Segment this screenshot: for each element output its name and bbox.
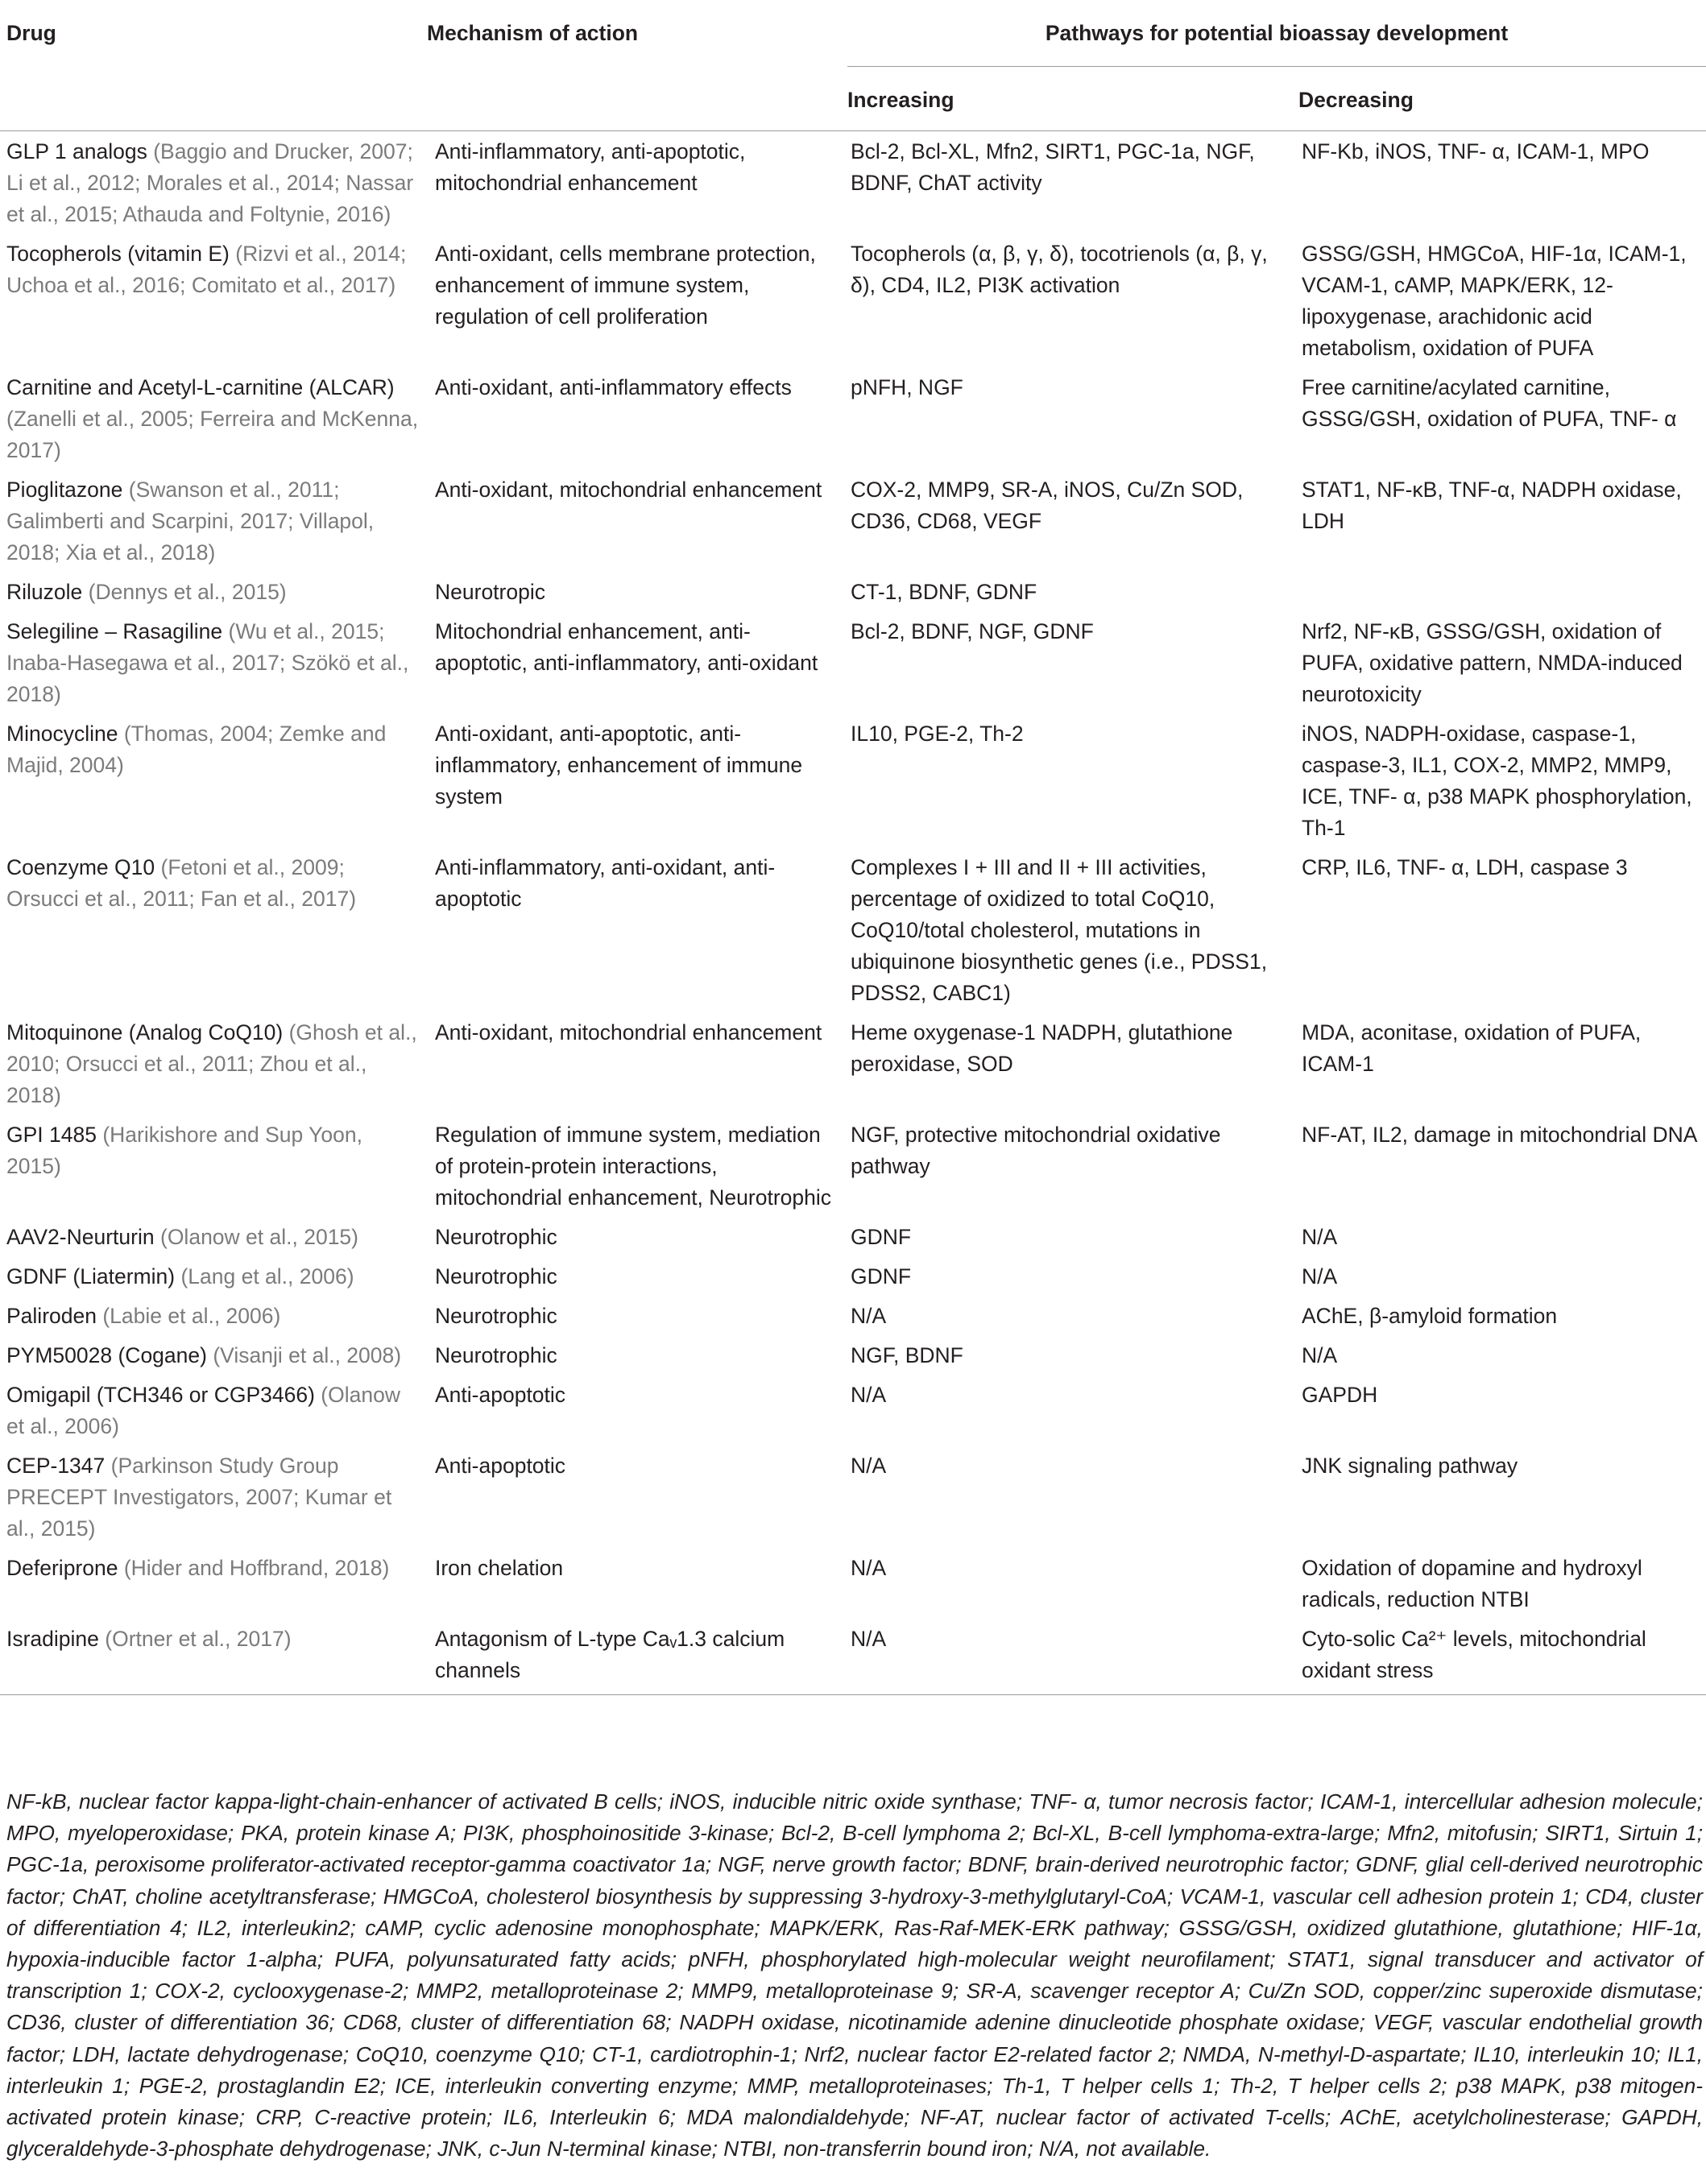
drug-references: (Swanson et al., 2011; Galimberti and Scarpini, 2017; Villapol, 2018; Xia et al., 2018)	[6, 477, 375, 565]
drug-references: (Dennys et al., 2015)	[88, 579, 287, 604]
drug-cell	[0, 572, 427, 611]
mechanism-cell: Regulation of immune system, mediation of protein-protein interactions, mitochondrial enhancement, Neurotrophic	[435, 1122, 831, 1210]
decreasing-cell: STAT1, NF-κB, TNF-α, NADPH oxidase, LDH	[1302, 477, 1682, 533]
decreasing-cell: N/A	[1302, 1264, 1338, 1288]
mechanism-cell: Neurotrophic	[435, 1342, 557, 1367]
mechanism-cell: Anti-oxidant, cells membrane protection, enhancement of immune system, regulation of cell proliferation	[435, 241, 816, 329]
drug-cell	[0, 1375, 427, 1446]
drug-cell	[0, 1296, 427, 1335]
mechanism-cell: Mitochondrial enhancement, anti-apoptotic, anti-inflammatory, anti-oxidant	[435, 618, 818, 675]
header-mechanism: Mechanism of action	[427, 21, 639, 45]
drug-name: Riluzole	[6, 579, 83, 604]
table-row	[0, 469, 1706, 572]
drug-name: Tocopherols (vitamin E)	[6, 241, 230, 266]
decreasing-cell: GSSG/GSH, HMGCoA, HIF-1α, ICAM-1, VCAM-1, cAMP, MAPK/ERK, 12-lipoxygenase, arachidonic acid metabolism, oxidation of PUFA	[1302, 241, 1687, 360]
table-row	[0, 1012, 1706, 1115]
table-row	[0, 1375, 1706, 1446]
drug-references: (Ortner et al., 2017)	[105, 1626, 292, 1651]
decreasing-cell: MDA, aconitase, oxidation of PUFA, ICAM-1	[1302, 1020, 1642, 1076]
drug-references: (Labie et al., 2006)	[102, 1303, 281, 1328]
decreasing-cell: Cyto-solic Ca²⁺ levels, mitochondrial oxidant stress	[1298, 1619, 1706, 1695]
drug-references: (Olanow et al., 2015)	[160, 1224, 358, 1249]
increasing-cell: NGF, BDNF	[851, 1342, 963, 1367]
drug-name: GLP 1 analogs	[6, 139, 147, 163]
drug-cell	[0, 1012, 427, 1115]
drug-cell	[0, 469, 427, 572]
drug-cell	[0, 714, 427, 847]
table-row	[0, 1296, 1706, 1335]
drug-cell	[0, 1446, 427, 1548]
decreasing-cell: NF-Kb, iNOS, TNF- α, ICAM-1, MPO	[1302, 139, 1650, 163]
increasing-cell: N/A	[847, 1619, 1298, 1695]
increasing-cell: CT-1, BDNF, GDNF	[851, 579, 1037, 604]
drug-name: Isradipine	[6, 1626, 99, 1651]
drug-name: AAV2-Neurturin	[6, 1224, 155, 1249]
drug-name: Minocycline	[6, 721, 118, 746]
increasing-cell: N/A	[851, 1555, 887, 1580]
drug-references: (Rizvi et al., 2014; Uchoa et al., 2016; Comitato et al., 2017)	[6, 241, 407, 297]
table-body	[0, 130, 1706, 1694]
drug-name: Paliroden	[6, 1303, 97, 1328]
table-row	[0, 1619, 1706, 1695]
drug-name: Selegiline – Rasagiline	[6, 618, 223, 643]
increasing-cell: Bcl-2, BDNF, NGF, GDNF	[851, 618, 1094, 643]
mechanism-cell: Anti-oxidant, mitochondrial enhancement	[435, 1020, 822, 1044]
drug-references: (Thomas, 2004; Zemke and Majid, 2004)	[6, 721, 387, 777]
mechanism-cell: Antagonism of L-type Caᵥ1.3 calcium channels	[427, 1619, 847, 1695]
header-drug: Drug	[6, 21, 56, 45]
header-row-1	[0, 0, 1706, 66]
header-blank-1	[0, 66, 427, 130]
drug-cell	[0, 847, 427, 1012]
drug-name: Pioglitazone	[6, 477, 123, 502]
drug-name: Omigapil (TCH346 or CGP3466)	[6, 1382, 315, 1407]
drug-cell	[0, 367, 427, 469]
mechanism-cell: Anti-apoptotic	[435, 1453, 566, 1478]
decreasing-cell: AChE, β-amyloid formation	[1302, 1303, 1558, 1328]
mechanism-cell: Iron chelation	[435, 1555, 564, 1580]
drug-cell	[0, 234, 427, 367]
increasing-cell: Heme oxygenase-1 NADPH, glutathione peroxidase, SOD	[851, 1020, 1233, 1076]
drug-cell	[0, 1217, 427, 1256]
increasing-cell: N/A	[851, 1382, 887, 1407]
mechanism-cell: Anti-oxidant, anti-inflammatory effects	[435, 374, 792, 399]
mechanism-cell: Anti-inflammatory, anti-apoptotic, mitochondrial enhancement	[435, 139, 746, 195]
drug-name: CEP-1347	[6, 1453, 106, 1478]
table-row	[0, 1548, 1706, 1619]
table-footnote: NF-kB, nuclear factor kappa-light-chain-enhancer of activated B cells; iNOS, inducible nitric oxide synthase; TNF- α, tumor necrosis factor; ICAM-1, intercellular adhesion molecule; MPO, myeloperoxidase; PKA, protein kinase A; PI3K, phosphoinositide 3-kinase; Bcl-2, B-cell lymphoma 2; Bcl-XL, B-cell lymphoma-extra-large; Mfn2, mitofusin; SIRT1, Sirtuin 1; PGC-1a, peroxisome proliferator-activated receptor-gamma coactivator 1a; NGF, nerve growth factor; BDNF, brain-derived neurotrophic factor; GDNF, glial cell-derived neurotrophic factor; ChAT, choline acetyltransferase; HMGCoA, cholesterol biosynthesis by suppressing 3-hydroxy-3-methylglutaryl-CoA; VCAM-1, vascular cell adhesion protein 1; CD4, cluster of differentiation 4; IL2, interleukin2; cAMP, cyclic adenosine monophosphate; MAPK/ERK, Ras-Raf-MEK-ERK pathway; GSSG/GSH, oxidized glutathione, glutathione; HIF-1α, hypoxia-inducible factor 1-alpha; PUFA, polyunsaturated fatty acids; pNFH, phosphorylated high-molecular weight neurofilament; STAT1, signal transducer and activator of transcription 1; COX-2, cyclooxygenase-2; MMP2, metalloproteinase 2; MMP9, metalloproteinase 9; SR-A, scavenger receptor A; Cu/Zn SOD, copper/zinc superoxide dismutase; CD36, cluster of differentiation 36; CD68, cluster of differentiation 68; NADPH oxidase, nicotinamide adenine dinucleotide phosphate oxidase; VEGF, vascular endothelial growth factor; LDH, lactate dehydrogenase; CoQ10, coenzyme Q10; CT-1, cardiotrophin-1; Nrf2, nuclear factor E2-related factor 2; NMDA, N-methyl-D-aspartate; IL10, interleukin 10; IL1, interleukin 1; PGE-2, prostaglandin E2; ICE, interleukin converting enzyme; MMP, metalloproteinases; Th-1, T helper cells 1; Th-2, T helper cells 2; p38 MAPK, p38 mitogen-activated protein kinase; CRP, C-reactive protein; IL6, Interleukin 6; MDA malondialdehyde; NF-AT, nuclear factor of activated T-cells; AChE, acetylcholinesterase; GAPDH, glyceraldehyde-3-phosphate dehydrogenase; JNK, c-Jun N-terminal kinase; NTBI, non-transferrin bound iron; N/A, not available.	[6, 1789, 1703, 2161]
decreasing-cell: NF-AT, IL2, damage in mitochondrial DNA	[1302, 1122, 1698, 1147]
mechanism-cell: Neurotrophic	[435, 1224, 557, 1249]
increasing-cell: Bcl-2, Bcl-XL, Mfn2, SIRT1, PGC-1a, NGF, BDNF, ChAT activity	[851, 139, 1255, 195]
table-row	[0, 1446, 1706, 1548]
mechanism-cell: Anti-apoptotic	[435, 1382, 566, 1407]
drug-cell	[0, 1548, 427, 1619]
decreasing-cell: Oxidation of dopamine and hydroxyl radicals, reduction NTBI	[1302, 1555, 1642, 1611]
increasing-cell: Complexes I + III and II + III activities, percentage of oxidized to total CoQ10, CoQ10/total cholesterol, mutations in ubiquinone biosynthetic genes (i.e., PDSS1, PDSS2, CABC1)	[851, 854, 1268, 1005]
mechanism-cell: Anti-oxidant, mitochondrial enhancement	[435, 477, 822, 502]
drug-cell	[0, 1115, 427, 1217]
decreasing-cell: N/A	[1302, 1224, 1338, 1249]
increasing-cell: GDNF	[851, 1224, 912, 1249]
drug-name: GPI 1485	[6, 1122, 97, 1147]
decreasing-cell: N/A	[1302, 1342, 1338, 1367]
drug-cell	[0, 611, 427, 714]
drug-name: Carnitine and Acetyl-L-carnitine (ALCAR)	[6, 374, 395, 399]
drug-cell	[0, 1619, 427, 1695]
drug-references: (Baggio and Drucker, 2007; Li et al., 2012; Morales et al., 2014; Nassar et al., 2015; Athauda and Foltynie, 2016)	[6, 139, 414, 226]
mechanism-cell: Neurotrophic	[435, 1303, 557, 1328]
decreasing-cell: GAPDH	[1302, 1382, 1378, 1407]
increasing-cell: Tocopherols (α, β, γ, δ), tocotrienols (α, β, γ, δ), CD4, IL2, PI3K activation	[851, 241, 1268, 297]
decreasing-cell	[1298, 572, 1706, 611]
increasing-cell: IL10, PGE-2, Th-2	[851, 721, 1024, 746]
drug-references: (Parkinson Study Group PRECEPT Investigators, 2007; Kumar et al., 2015)	[6, 1453, 392, 1541]
header-row-2	[0, 66, 1706, 130]
decreasing-cell: Nrf2, NF-κB, GSSG/GSH, oxidation of PUFA, oxidative pattern, NMDA-induced neurotoxicity	[1302, 618, 1683, 706]
drug-references: (Visanji et al., 2008)	[213, 1342, 402, 1367]
drug-name: Deferiprone	[6, 1555, 118, 1580]
table-header	[0, 0, 1706, 130]
mechanism-cell: Anti-inflammatory, anti-oxidant, anti-apoptotic	[435, 854, 776, 911]
mechanism-cell: Anti-oxidant, anti-apoptotic, anti-inflammatory, enhancement of immune system	[435, 721, 803, 809]
table-row	[0, 367, 1706, 469]
table-row	[0, 234, 1706, 367]
drug-references: (Lang et al., 2006)	[180, 1264, 354, 1288]
drug-references: (Wu et al., 2015; Inaba-Hasegawa et al., 2017; Szökö et al., 2018)	[6, 618, 409, 706]
decreasing-cell: iNOS, NADPH-oxidase, caspase-1, caspase-3, IL1, COX-2, MMP2, MMP9, ICE, TNF- α, p38 MAPK phosphorylation, Th-1	[1302, 721, 1692, 840]
table-row	[0, 611, 1706, 714]
decreasing-cell: CRP, IL6, TNF- α, LDH, caspase 3	[1302, 854, 1628, 879]
table-row	[0, 847, 1706, 1012]
table-row	[0, 1335, 1706, 1375]
drug-cell	[0, 1335, 427, 1375]
drug-name: Coenzyme Q10	[6, 854, 155, 879]
increasing-cell: GDNF	[851, 1264, 912, 1288]
table-row	[0, 130, 1706, 234]
table-row	[0, 1217, 1706, 1256]
increasing-cell: NGF, protective mitochondrial oxidative pathway	[851, 1122, 1221, 1178]
drug-references: (Zanelli et al., 2005; Ferreira and McKenna, 2017)	[6, 406, 419, 462]
drug-cell	[0, 1256, 427, 1296]
increasing-cell: N/A	[851, 1303, 887, 1328]
table-row	[0, 714, 1706, 847]
increasing-cell: N/A	[851, 1453, 887, 1478]
header-blank-2	[427, 66, 847, 130]
increasing-cell: pNFH, NGF	[851, 374, 963, 399]
header-increasing: Increasing	[847, 66, 1298, 130]
mechanism-cell: Neurotropic	[435, 579, 545, 604]
drug-name: Mitoquinone (Analog CoQ10)	[6, 1020, 284, 1044]
drug-cell	[0, 130, 427, 234]
drug-name: GDNF (Liatermin)	[6, 1264, 176, 1288]
table-row	[0, 1256, 1706, 1296]
drug-references: (Harikishore and Sup Yoon, 2015)	[6, 1122, 362, 1178]
mechanism-cell: Neurotrophic	[435, 1264, 557, 1288]
drug-references: (Olanow et al., 2006)	[6, 1382, 400, 1438]
table-row	[0, 1115, 1706, 1217]
drug-references: (Fetoni et al., 2009; Orsucci et al., 2011; Fan et al., 2017)	[6, 854, 357, 911]
drug-name: PYM50028 (Cogane)	[6, 1342, 207, 1367]
drug-references: (Hider and Hoffbrand, 2018)	[123, 1555, 390, 1580]
decreasing-cell: JNK signaling pathway	[1302, 1453, 1518, 1478]
header-pathways: Pathways for potential bioassay development	[847, 0, 1706, 66]
table-row	[0, 572, 1706, 611]
header-decreasing: Decreasing	[1298, 66, 1706, 130]
decreasing-cell: Free carnitine/acylated carnitine, GSSG/GSH, oxidation of PUFA, TNF- α	[1302, 374, 1677, 431]
drug-references: (Ghosh et al., 2010; Orsucci et al., 2011; Zhou et al., 2018)	[6, 1020, 417, 1107]
increasing-cell: COX-2, MMP9, SR-A, iNOS, Cu/Zn SOD, CD36, CD68, VEGF	[851, 477, 1244, 533]
